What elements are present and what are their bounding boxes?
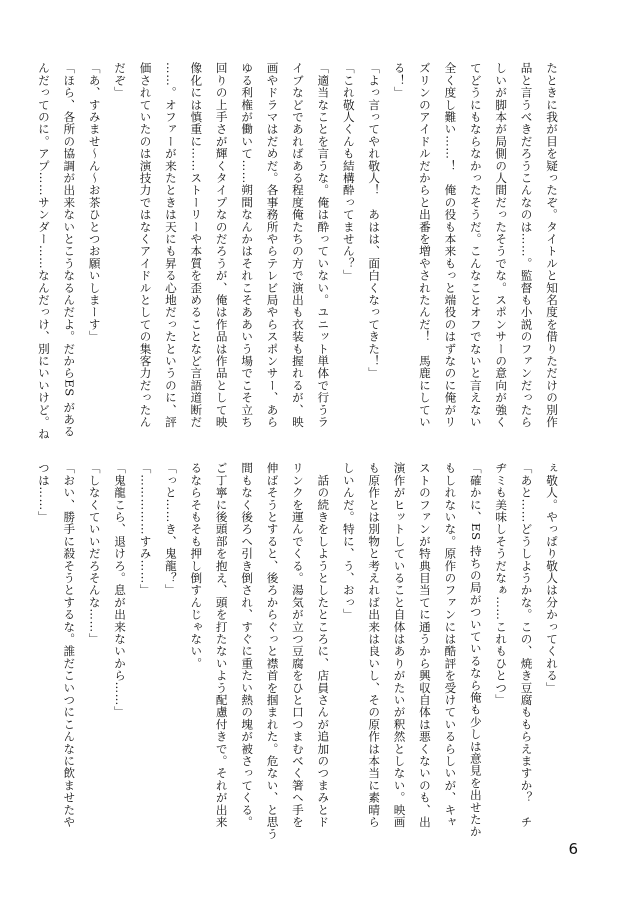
text-line: 話の続きをしようとしたところに、店員さんが追加のつまみとド <box>316 462 331 828</box>
text-line: 「あと……どうしようかな。この、焼き豆腐ももらえますか？ チ <box>519 462 534 828</box>
lower-text-block <box>30 462 564 842</box>
text-line: 「……………すみ……」 <box>138 462 153 597</box>
text-line: たときに我が目を疑ったぞ。タイトルと知名度を借りただけの別作 <box>545 62 559 428</box>
text-line: しいが脚本が局側の人間だったそうでな。スポンサーの意向が強く <box>494 62 509 428</box>
text-line: ヂミも美味しそうだなぁ……これもひとつ」 <box>494 462 509 706</box>
text-line: 伸ばそうとすると、後ろからぐっと襟首を掴まれた。危ない、と思う <box>265 462 280 841</box>
text-line: リンクを運んでくる。湯気が立つ豆腐をひと口つまむべく箸へ手を <box>290 462 305 828</box>
text-line: ……。オファーが来たときは天にも昇る心地だったというのに、評 <box>163 62 178 428</box>
text-line: つは……」 <box>36 462 51 523</box>
text-line: 画やドラマはだめだ。各事務所やらテレビ局やらスポンサー、あら <box>265 62 280 428</box>
text-line: る！」 <box>392 62 407 99</box>
text-line: 間もなく後ろへ引き倒され、すぐに重たい熱の塊が被さってくる。 <box>240 462 255 828</box>
text-line: 「これ敬人くんも結構酔ってません？」 <box>341 62 356 282</box>
text-line: ご丁寧に後頭部を抱え、頭を打たないよう配慮付きで。それが出来 <box>214 462 229 828</box>
text-line: 「おい、勝手に殺そうとするな。誰だこいつにこんなに飲ませたや <box>62 462 77 828</box>
text-line: ストのファンが特典目当てに通うから興収自体は悪くないのも、出 <box>417 462 432 828</box>
text-line: 「確かに、ES 持ちの局がついているなら俺も少しは意見を出せたか <box>468 462 483 838</box>
text-line: イブなどであればある程度俺たちの方で演出も衣装も握れるが、映 <box>290 62 305 428</box>
text-line: も原作とは別物と考えれば出来は良いし、その原作は本当に素晴ら <box>367 462 382 828</box>
text-line: もしれないな。原作のファンには酷評を受けているらしいが、キャ <box>443 462 458 828</box>
text-line: 価されていたのは演技力ではなくアイドルとしての集客力だったん <box>138 62 153 428</box>
text-line: 「ほら、各所の協調が出来ないとこうなるんだよ。だからES がある <box>62 62 77 438</box>
text-line: てどうにもならなかったそうだ。こんなことオフでないと言えない <box>468 62 483 428</box>
text-line: 「あ、すみませ〜ん〜お茶ひとつお願いしまーす」 <box>87 62 102 343</box>
text-line: 「適当なことを言うな。俺は酔っていない。ユニット単体で行うラ <box>316 62 331 428</box>
text-line: 品と言うべきだろうこんなのは……。監督も小説のファンだったら <box>519 62 534 428</box>
text-line: ゆる利権が働いて……朔間なんかはそれこそああいう場でこそ立ち <box>240 62 255 428</box>
text-line: ぇ敬人。やっぱり敬人は分かってくれる」 <box>545 462 559 694</box>
text-line: 演作がヒットしていること自体はありがたいが釈然としない。映画 <box>392 462 407 828</box>
text-line: 「よっ言ってやれ敬人！ あはは、面白くなってきた！」 <box>367 62 382 380</box>
text-line: るならそもそも押し倒すんじゃない。 <box>189 462 204 670</box>
text-line: 「っと……き、鬼龍？」 <box>163 462 178 597</box>
text-line: ズリンのアイドルだからと出番を増やされたんだ！ 馬鹿にしてい <box>417 62 432 428</box>
page-number: 6 <box>568 840 578 858</box>
text-line: 「鬼龍こら、退けろ。息が出来ないから……」 <box>113 462 128 719</box>
text-line: だぞ」 <box>113 62 128 99</box>
text-line: 全く度し難い……！ 俺の役も本来もっと端役のはずなのに俺がリ <box>443 62 458 428</box>
text-line: 「しなくていいだろそんな……」 <box>87 462 102 645</box>
text-line: しいんだ。特に、う、おっ」 <box>341 462 356 621</box>
upper-text-block <box>30 62 564 452</box>
text-line: んだってのに。アプ……サンダー……なんだっけ、別にいいけど。ね <box>36 62 51 441</box>
text-line: 回りの上手さが輝くタイプなのだろうが、俺は作品は作品として映 <box>214 62 229 428</box>
text-line: 像化には慎重に……ストーリーや本質を歪めることなど言語道断だ <box>189 62 204 428</box>
